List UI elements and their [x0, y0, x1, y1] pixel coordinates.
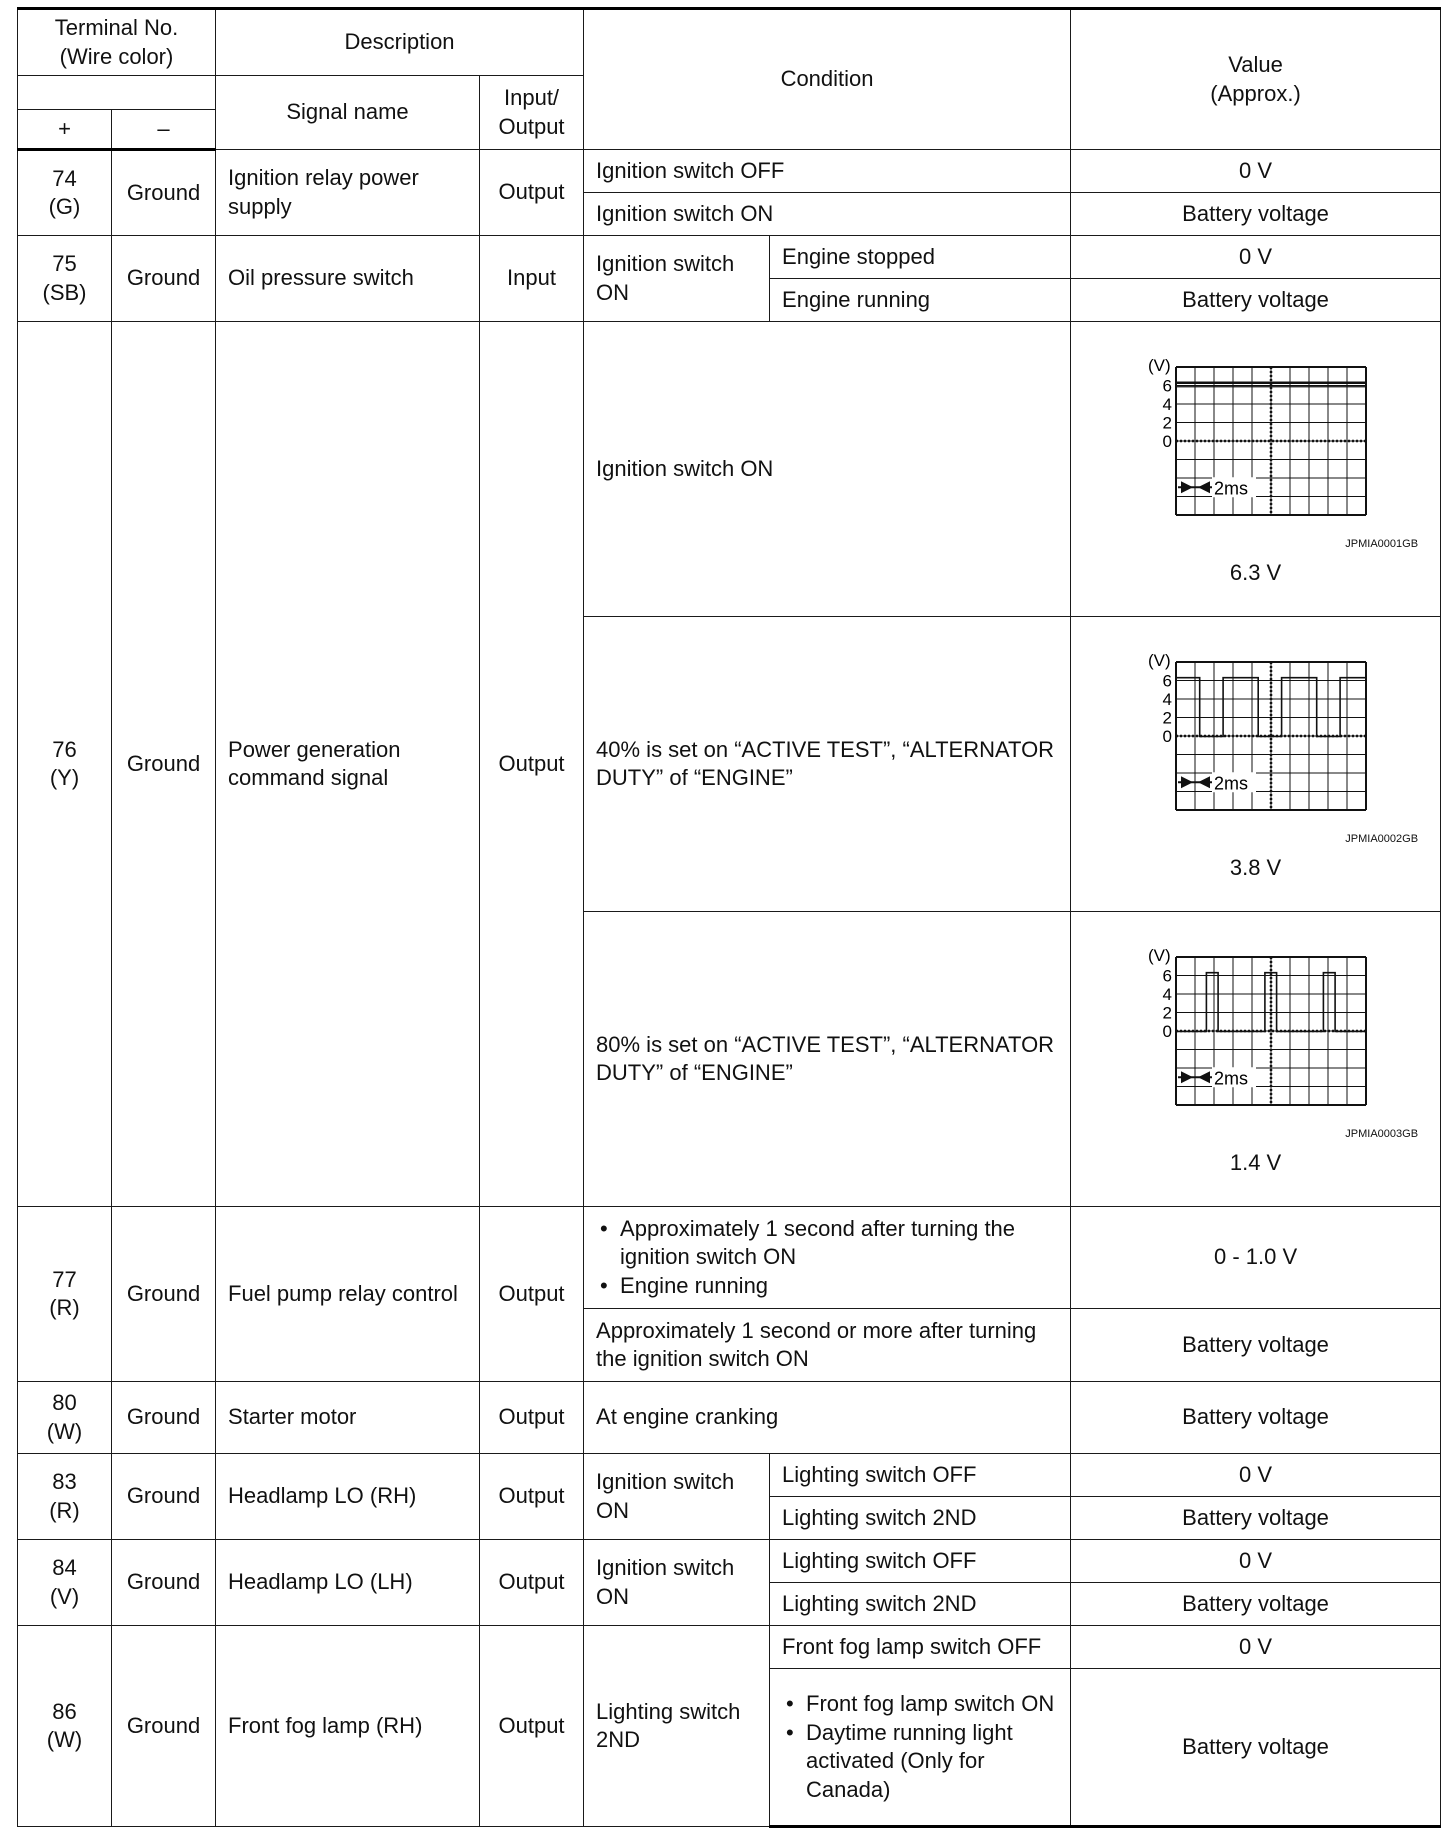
y-tick-label: 6 [1162, 376, 1172, 396]
oscilloscope-cell [1071, 912, 1441, 1207]
oscilloscope-cell [1071, 617, 1441, 912]
value: 6.3 V [1229, 560, 1282, 586]
figure-code: JPMIA0002GB [1345, 832, 1419, 845]
terminal-number: 76 (Y) [18, 322, 112, 1207]
terminal-ground: Ground [112, 236, 216, 322]
y-tick-label: 4 [1162, 394, 1172, 414]
value: Battery voltage [1071, 279, 1441, 322]
value: Battery voltage [1071, 193, 1441, 236]
time-scale-label: 2ms [1213, 477, 1248, 498]
terminal-number: 86 (W) [18, 1626, 112, 1827]
arrow-left-icon [1198, 481, 1210, 493]
table-row [18, 1540, 1441, 1583]
condition: 40% is set on “ACTIVE TEST”, “ALTERNATOR DUTY” of “ENGINE” [584, 617, 1071, 912]
condition: Ignition switch ON [584, 322, 1071, 617]
terminal-number: 80 (W) [18, 1382, 112, 1454]
signal-name: Fuel pump relay control [216, 1207, 480, 1382]
signal-io: Output [480, 1626, 584, 1827]
terminal-ground: Ground [112, 1207, 216, 1382]
table-row [18, 322, 1441, 617]
terminal-spec-table [17, 7, 1441, 1828]
condition: Ignition switch ON [584, 193, 1071, 236]
condition: Engine running [770, 279, 1071, 322]
table-row [18, 1626, 1441, 1669]
signal-io: Output [480, 1540, 584, 1626]
terminal-ground: Ground [112, 322, 216, 1207]
terminal-ground: Ground [112, 1454, 216, 1540]
condition: Lighting switch OFF [770, 1454, 1071, 1497]
value: 0 V [1071, 1454, 1441, 1497]
terminal-number: 74 (G) [18, 150, 112, 236]
y-tick-label: 0 [1162, 431, 1172, 451]
condition: Lighting switch OFF [770, 1540, 1071, 1583]
signal-name: Oil pressure switch [216, 236, 480, 322]
list-item: • Approximately 1 second after turning the ignition switch ON [596, 1215, 1058, 1272]
value: 0 V [1071, 1626, 1441, 1669]
y-unit-label: (V) [1147, 355, 1171, 375]
terminal-table-container [17, 7, 1440, 1828]
terminal-ground: Ground [112, 1382, 216, 1454]
condition-main: Lighting switch 2ND [584, 1626, 770, 1827]
value: Battery voltage [1071, 1583, 1441, 1626]
signal-name: Ignition relay power supply [216, 150, 480, 236]
condition: Lighting switch 2ND [770, 1497, 1071, 1540]
condition-bullets [782, 1690, 1058, 1804]
signal-io: Output [480, 1207, 584, 1382]
time-scale-label: 2ms [1213, 772, 1248, 793]
table-row [18, 236, 1441, 279]
arrow-right-icon [1181, 481, 1193, 493]
list-item: • Front fog lamp switch ON [782, 1690, 1058, 1719]
value: 1.4 V [1229, 1150, 1282, 1176]
terminal-ground: Ground [112, 1626, 216, 1827]
header-terminal: Terminal No. (Wire color) [18, 9, 216, 76]
table-row [18, 1454, 1441, 1497]
table-row [18, 1207, 1441, 1309]
value: 0 V [1071, 150, 1441, 193]
table-row [18, 150, 1441, 193]
value: 0 V [1071, 1540, 1441, 1583]
value: 3.8 V [1229, 855, 1282, 881]
value: Battery voltage [1071, 1497, 1441, 1540]
condition: Ignition switch OFF [584, 150, 1071, 193]
y-unit-label: (V) [1147, 650, 1171, 670]
header-condition: Condition [584, 9, 1071, 150]
signal-io: Input [480, 236, 584, 322]
y-tick-label: 6 [1162, 966, 1172, 986]
y-tick-label: 2 [1162, 708, 1172, 728]
figure-code: JPMIA0003GB [1345, 1127, 1419, 1140]
terminal-number: 83 (R) [18, 1454, 112, 1540]
header-row-1 [18, 9, 1441, 76]
condition-bullets [596, 1215, 1058, 1301]
header-signal-name: Signal name [216, 76, 480, 150]
terminal-ground: Ground [112, 150, 216, 236]
signal-io: Output [480, 1382, 584, 1454]
signal-io: Output [480, 1454, 584, 1540]
arrow-right-icon [1181, 776, 1193, 788]
value: Battery voltage [1071, 1309, 1441, 1382]
oscilloscope-waveform [1136, 945, 1376, 1125]
header-minus: – [112, 110, 216, 150]
list-item: • Engine running [596, 1272, 1058, 1301]
value: Battery voltage [1071, 1382, 1441, 1454]
signal-name: Starter motor [216, 1382, 480, 1454]
condition-main: Ignition switch ON [584, 236, 770, 322]
condition: Lighting switch 2ND [770, 1583, 1071, 1626]
signal-name: Headlamp LO (LH) [216, 1540, 480, 1626]
y-tick-label: 4 [1162, 984, 1172, 1004]
terminal-number: 77 (R) [18, 1207, 112, 1382]
list-item: • Daytime running light activated (Only for Canada) [782, 1719, 1058, 1805]
condition: At engine cranking [584, 1382, 1071, 1454]
arrow-right-icon [1181, 1071, 1193, 1083]
time-scale-label: 2ms [1213, 1067, 1248, 1088]
table-row [18, 1382, 1441, 1454]
signal-io: Output [480, 322, 584, 1207]
signal-io: Output [480, 150, 584, 236]
figure-code: JPMIA0001GB [1345, 537, 1419, 550]
header-io: Input/ Output [480, 76, 584, 150]
y-unit-label: (V) [1147, 945, 1171, 965]
arrow-left-icon [1198, 776, 1210, 788]
signal-name: Power generation command signal [216, 322, 480, 1207]
oscilloscope-waveform [1136, 355, 1376, 535]
header-value: Value (Approx.) [1071, 9, 1441, 150]
condition: 80% is set on “ACTIVE TEST”, “ALTERNATOR DUTY” of “ENGINE” [584, 912, 1071, 1207]
oscilloscope-waveform [1136, 650, 1376, 830]
y-tick-label: 2 [1162, 1003, 1172, 1023]
condition-main: Ignition switch ON [584, 1540, 770, 1626]
arrow-left-icon [1198, 1071, 1210, 1083]
condition-main: Ignition switch ON [584, 1454, 770, 1540]
terminal-number: 75 (SB) [18, 236, 112, 322]
terminal-number: 84 (V) [18, 1540, 112, 1626]
condition: Engine stopped [770, 236, 1071, 279]
y-tick-label: 2 [1162, 413, 1172, 433]
signal-name: Headlamp LO (RH) [216, 1454, 480, 1540]
header-terminal-spacer [18, 76, 216, 110]
value: Battery voltage [1071, 1669, 1441, 1827]
value: 0 - 1.0 V [1071, 1207, 1441, 1309]
condition [770, 1669, 1071, 1827]
condition [584, 1207, 1071, 1309]
y-tick-label: 6 [1162, 671, 1172, 691]
y-tick-label: 0 [1162, 1021, 1172, 1041]
signal-name: Front fog lamp (RH) [216, 1626, 480, 1827]
condition: Front fog lamp switch OFF [770, 1626, 1071, 1669]
y-tick-label: 4 [1162, 689, 1172, 709]
terminal-ground: Ground [112, 1540, 216, 1626]
value: 0 V [1071, 236, 1441, 279]
y-tick-label: 0 [1162, 726, 1172, 746]
header-description: Description [216, 9, 584, 76]
condition: Approximately 1 second or more after turning the ignition switch ON [584, 1309, 1071, 1382]
header-plus: + [18, 110, 112, 150]
oscilloscope-cell [1071, 322, 1441, 617]
